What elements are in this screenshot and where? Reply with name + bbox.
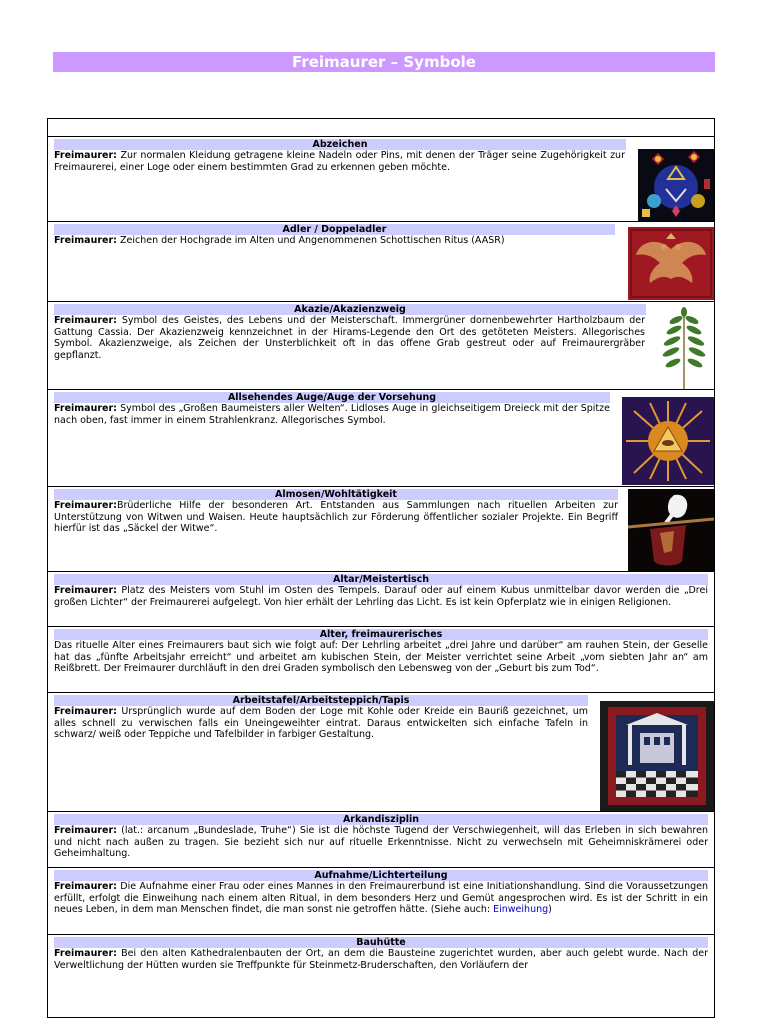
entry-text: Freimaurer: Die Aufnahme einer Frau oder eines Mannes in den Freimaurerbund ist eine Initiationshandlung. Sind die Voraussetzungen erfüllt, erfolgt die Einweihung nach einem alten Ritual, in dem besonders Herz und Gemüt angesprochen wird. Es ist der Schritt in ein neues Leben, in dem man Menschen findet, die man sonst nie getroffen hätte. (Siehe auch: Einweihung) bbox=[54, 881, 708, 915]
acacia-branch-image bbox=[654, 306, 714, 389]
entry-aufnahme bbox=[48, 867, 714, 934]
entry-text: Freimaurer: Platz des Meisters vom Stuhl im Osten des Tempels. Darauf oder auf einem Kubus unmittelbar davor werden die „Drei großen Lichter“ der Freimaurerei aufgelegt. Von hier erhält der Lehrling das Licht. Es ist kein Opferplatz wie in einigen Religionen. bbox=[54, 585, 708, 608]
entry-title: Aufnahme/Lichterteilung bbox=[54, 870, 708, 881]
entry-arbeitstafel bbox=[48, 692, 714, 811]
entry-altar bbox=[48, 571, 714, 626]
term-prefix: Freimaurer: bbox=[54, 500, 117, 511]
entry-title: Arbeitstafel/Arbeitsteppich/Tapis bbox=[54, 695, 588, 706]
tracing-board-image bbox=[600, 701, 714, 811]
entry-title: Alter, freimaurerisches bbox=[54, 629, 708, 640]
entry-alter bbox=[48, 626, 714, 692]
entry-adler bbox=[48, 221, 714, 301]
entry-title: Almosen/Wohltätigkeit bbox=[54, 489, 618, 500]
pins-badges-image bbox=[638, 149, 714, 221]
entry-title: Akazie/Akazienzweig bbox=[54, 304, 646, 315]
all-seeing-eye-image bbox=[622, 397, 714, 485]
term-prefix: Freimaurer: bbox=[54, 948, 117, 959]
entry-title: Altar/Meistertisch bbox=[54, 574, 708, 585]
double-eagle-image bbox=[628, 227, 714, 300]
einweihung-link[interactable]: Einweihung bbox=[493, 904, 549, 915]
entry-abzeichen bbox=[48, 136, 714, 221]
entry-text: Freimaurer: (lat.: arcanum „Bundeslade, Truhe“) Sie ist die höchste Tugend der Verschwiegenheit, will das Erleben in sich bewahren und nicht nach außen zu tragen. Sie bezieht sich nur auf rituelle Erkenntnisse. Nicht zu verwechseln mit Geheimniskrämerei oder Geheimhaltung. bbox=[54, 825, 708, 859]
page-title: Freimaurer – Symbole bbox=[53, 52, 715, 72]
entry-almosen bbox=[48, 486, 714, 571]
entry-title: Allsehendes Auge/Auge der Vorsehung bbox=[54, 392, 610, 403]
entry-text: Freimaurer:Brüderliche Hilfe der besonderen Art. Entstanden aus Sammlungen nach rituellen Arbeiten zur Unterstützung von Witwen und Waisen. Heute hauptsächlich zur Förderung öffentlicher sozialer Projekte. Ein Begriff hierfür ist das „Säckel der Witwe“. bbox=[54, 500, 618, 534]
term-prefix: Freimaurer: bbox=[54, 403, 117, 414]
term-prefix: Freimaurer: bbox=[54, 881, 117, 892]
term-prefix: Freimaurer: bbox=[54, 585, 117, 596]
entry-title: Adler / Doppeladler bbox=[54, 224, 615, 235]
entry-title: Arkandisziplin bbox=[54, 814, 708, 825]
entry-text: Freimaurer: Symbol des „Großen Baumeisters aller Welten“. Lidloses Auge in gleichseitigem Dreieck mit der Spitze nach oben, fast immer in einem Strahlenkranz. Allegorisches Symbol. bbox=[54, 403, 610, 426]
entry-text: Freimaurer: Ursprünglich wurde auf dem Boden der Loge mit Kohle oder Kreide ein Bauriß gezeichnet, um alles schnell zu verwischen falls ein Uneingeweihter eintrat. Daraus entwickelten sich einfache Tafeln in schwarz/ weiß oder Teppiche und Tafelbilder in farbiger Gestaltung. bbox=[54, 706, 588, 740]
entry-text: Freimaurer: Symbol des Geistes, des Lebens und der Meisterschaft. Immergrüner dornenbewehrter Hartholzbaum der Gattung Cassia. Der Akazienzweig kennzeichnet in der Hirams-Legende den Ort des getöteten Meisters. Allegorisches Symbol. Akazienzweige, als Zeichen der Unsterblichkeit oft in das offene Grab gestreut oder auf Freimaurergräber gepflanzt. bbox=[54, 315, 645, 361]
glossary-table bbox=[47, 118, 715, 1018]
entry-text: Freimaurer: Zeichen der Hochgrade im Alten und Angenommenen Schottischen Ritus (AASR) bbox=[54, 235, 505, 246]
alms-bag-image bbox=[628, 489, 714, 571]
entry-text: Das rituelle Alter eines Freimaurers baut sich wie folgt auf: Der Lehrling arbeitet „drei Jahre und darüber“ am rauhen Stein, der Geselle hat das „fünfte Arbeitsjahr erreicht“ und arbeitet am kubischen Stein, der Meister verrichtet seine Arbeit „vom siebten Jahr an“ am Reißbrett. Der Freimaurer durchläuft in den drei Graden symbolisch den Lebensweg von der „Geburt bis zum Tod“. bbox=[54, 640, 708, 674]
entry-arkandisziplin bbox=[48, 811, 714, 867]
entry-text: Freimaurer: Zur normalen Kleidung getragene kleine Nadeln oder Pins, mit denen der Träger seine Zugehörigkeit zur Freimaurerei, einer Loge oder einem bestimmten Grad zu erkennen geben möchte. bbox=[54, 150, 625, 173]
entry-allsehendes-auge bbox=[48, 389, 714, 486]
entry-akazie bbox=[48, 301, 714, 389]
term-prefix: Freimaurer: bbox=[54, 150, 117, 161]
entry-title: Bauhütte bbox=[54, 937, 708, 948]
entry-bauhuette bbox=[48, 934, 714, 1018]
entry-title: Abzeichen bbox=[54, 139, 626, 150]
term-prefix: Freimaurer: bbox=[54, 706, 117, 717]
term-prefix: Freimaurer: bbox=[54, 315, 117, 326]
term-prefix: Freimaurer: bbox=[54, 235, 117, 246]
term-prefix: Freimaurer: bbox=[54, 825, 117, 836]
entry-text: Freimaurer: Bei den alten Kathedralenbauten der Ort, an dem die Bausteine zugerichtet wurden, aber auch gelebt wurde. Nach der Verweltlichung der Hütten wurden sie Treffpunkte für Steinmetz-Bruderschaften, den Vorläufern der bbox=[54, 948, 708, 971]
